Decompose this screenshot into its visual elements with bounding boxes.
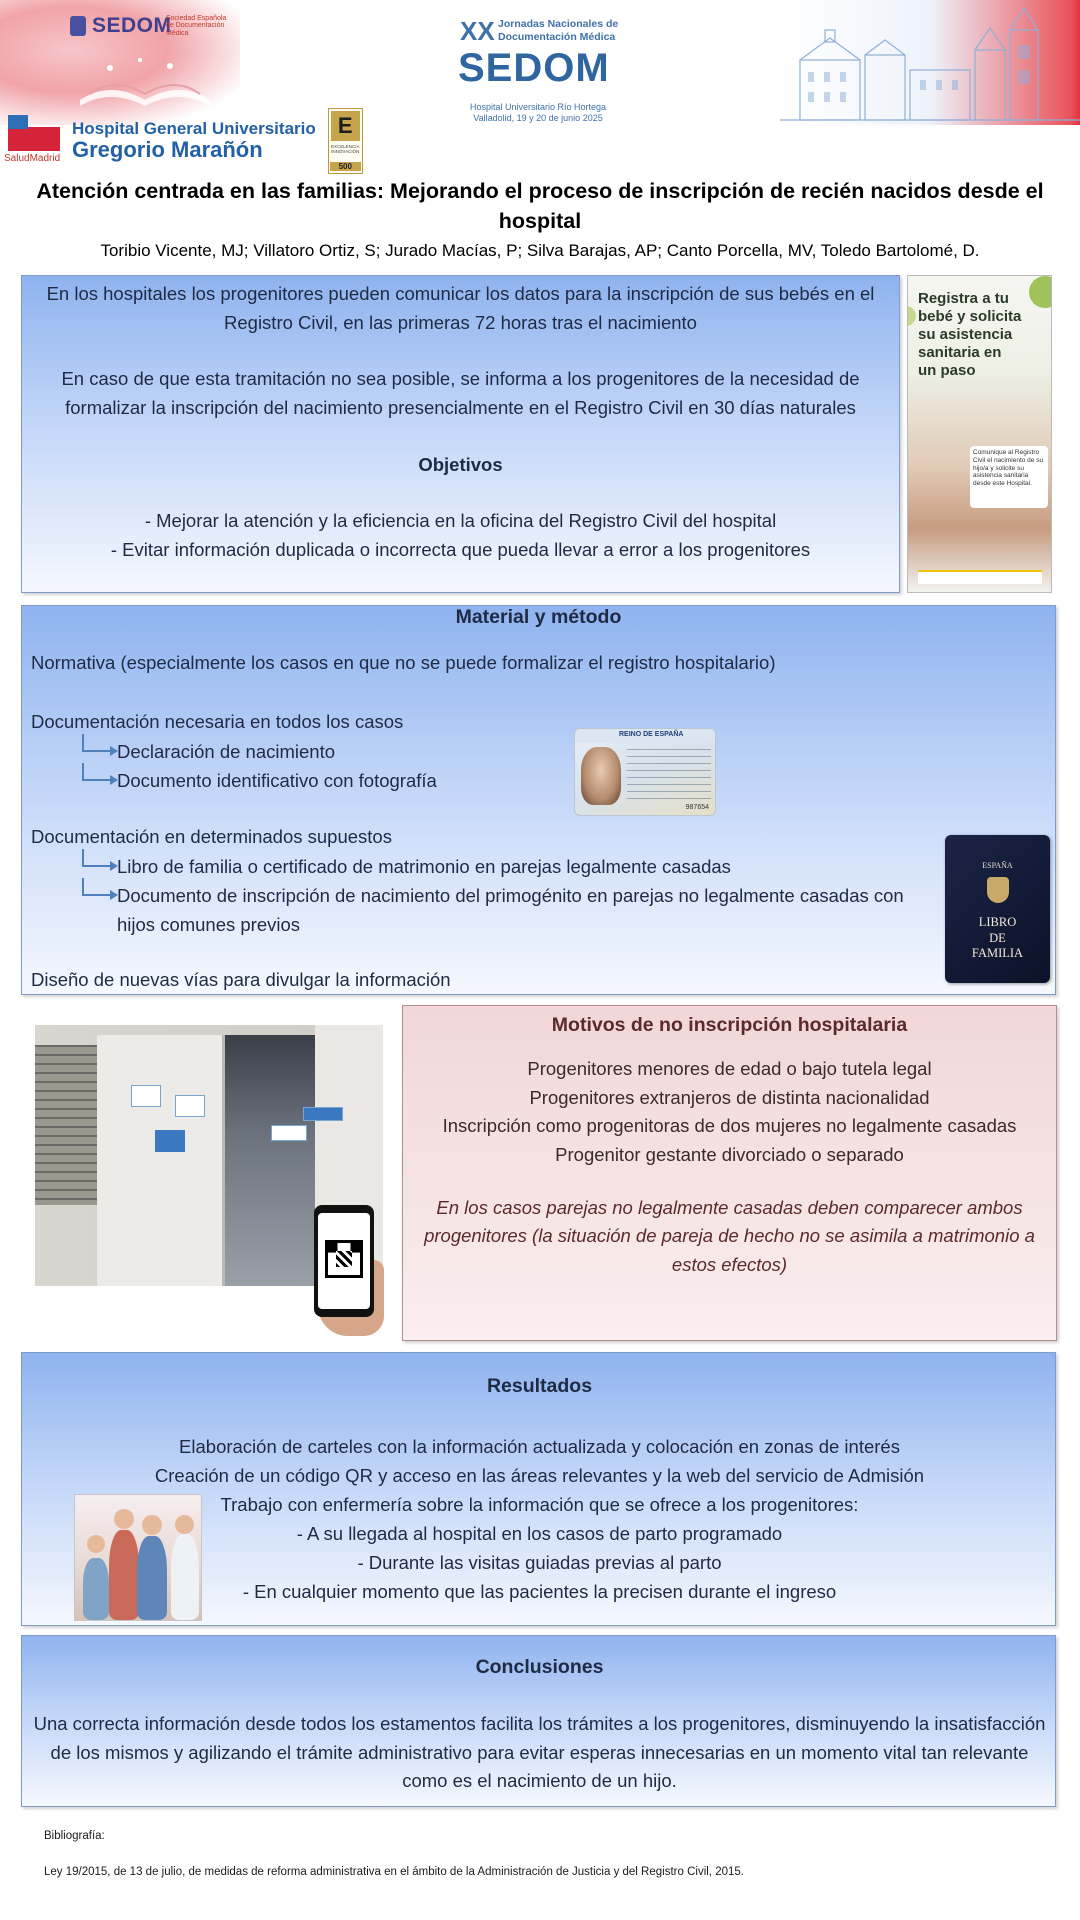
motivos-heading: Motivos de no inscripción hospitalaria	[551, 1014, 908, 1036]
resultado-line-5: - Durante las visitas guiadas previas al parto	[357, 1552, 722, 1573]
jornadas-hospital: Hospital Universitario Río Hortega	[469, 102, 607, 112]
arrow-elbow-icon	[82, 849, 112, 867]
diseno-text: Diseño de nuevas vías para divulgar la información	[31, 969, 451, 990]
doc-determinados-text: Documentación en determinados supuestos	[31, 826, 392, 847]
motivos-note: En los casos parejas no legalmente casadas deben comparecer ambos progenitores (la situación de pareja de hecho no se asimila a matrimonio a estos efectos)	[424, 1196, 1035, 1276]
header-banner	[0, 0, 1080, 125]
qr-code-icon	[325, 1240, 363, 1278]
jornadas-logo	[458, 16, 638, 124]
registration-poster-footer	[918, 570, 1042, 584]
conclusiones-box	[21, 1635, 1056, 1807]
libro-title: LIBRO DE FAMILIA	[971, 915, 1024, 961]
material-metodo-heading: Material y método	[455, 606, 622, 628]
family-nurse-illustration	[74, 1494, 202, 1621]
poster-authors: Toribio Vicente, MJ; Villatoro Ortiz, S; Jurado Macías, P; Silva Barajas, AP; Canto Porcella, MV, Toledo Bartolomé, D.	[100, 241, 980, 260]
coat-of-arms-icon	[987, 877, 1009, 903]
sedom-subtitle: Sociedad Española de Documentación Médica	[166, 14, 227, 37]
hospital-name-line1: Hospital General Universitario	[72, 118, 316, 138]
conclusiones-text: Una correcta información desde todos los estamentos facilita los trámites a los progenitores, disminuyendo la insatisfacción de los mismos y agilizando el trámite administrativo para evitar esperas innecesarias en un momento vital tan relevante como es el nacimiento de un hijo.	[33, 1713, 1046, 1792]
salud-madrid-logo	[4, 113, 66, 169]
doc-determinados-item-1: Libro de familia o certificado de matrimonio en parejas legalmente casadas	[117, 856, 731, 877]
jornadas-title: Jornadas Nacionales de Documentación Médica	[498, 18, 619, 43]
sedom-name: SEDOM	[92, 14, 172, 37]
dni-number: 987654	[685, 804, 709, 811]
resultado-line-1: Elaboración de carteles con la información actualizada y colocación en zonas de interés	[179, 1436, 900, 1457]
objetivo-1: - Mejorar la atención y la eficiencia en la oficina del Registro Civil del hospital	[144, 510, 777, 532]
hospital-name-line2: Gregorio Marañón	[72, 137, 263, 163]
open-book-icon	[70, 50, 220, 110]
dni-header: REINO DE ESPAÑA	[619, 731, 684, 738]
doc-determinados-item-2: Documento de inscripción de nacimiento del primogénito en parejas no legalmente casadas con hijos comunes previos	[117, 885, 904, 935]
normativa-text: Normativa (especialmente los casos en que no se puede formalizar el registro hospitalario)	[31, 652, 776, 673]
motivo-item: Inscripción como progenitoras de dos mujeres no legalmente casadas	[442, 1115, 1017, 1137]
resultado-line-6: - En cualquier momento que las pacientes la precisen durante el ingreso	[242, 1581, 837, 1602]
poster-title: Atención centrada en las familias: Mejorando el proceso de inscripción de recién nacidos desde el hospital	[36, 179, 1044, 234]
qr-phone-image	[308, 1205, 386, 1333]
madrid-flag-icon	[8, 127, 60, 151]
excellence-number: 500	[330, 162, 361, 171]
objetivos-heading: Objetivos	[418, 453, 503, 475]
salud-madrid-label: SaludMadrid	[4, 153, 61, 164]
doc-necesaria-item-2: Documento identificativo con fotografía	[117, 770, 437, 791]
excellence-badge	[328, 108, 363, 174]
hospital-name	[72, 120, 316, 162]
resultado-line-2: Creación de un código QR y acceso en las áreas relevantes y la web del servicio de Admisión	[154, 1465, 925, 1486]
motivos-box	[402, 1005, 1057, 1341]
jornadas-dates: Valladolid, 19 y 20 de junio 2025	[473, 113, 603, 124]
excellence-text: EXCELENCIA INNOVACIÓN	[330, 144, 360, 154]
jornadas-sedom: SEDOM	[458, 46, 610, 90]
jornadas-edition: XX	[460, 16, 495, 46]
doc-necesaria-item-1: Declaración de nacimiento	[117, 741, 336, 762]
bibliografia-label: Bibliografía:	[44, 1830, 105, 1842]
arrow-elbow-icon	[82, 734, 112, 752]
excellence-letter: E	[331, 111, 360, 141]
registration-poster-image	[907, 275, 1052, 593]
intro-box	[21, 275, 900, 593]
sedom-logo	[70, 14, 227, 38]
dni-card-image	[574, 728, 716, 816]
sedom-mark-icon	[70, 16, 86, 36]
resultados-box	[21, 1352, 1056, 1626]
motivo-item: Progenitor gestante divorciado o separado	[555, 1144, 904, 1166]
valladolid-skyline-icon	[780, 0, 1080, 125]
doc-necesaria-text: Documentación necesaria en todos los casos	[31, 711, 404, 732]
objetivo-2: - Evitar información duplicada o incorrecta que pueda llevar a error a los progenitores	[110, 539, 811, 561]
hospital-logo-row	[4, 108, 363, 174]
libro-familia-image	[945, 835, 1050, 983]
motivo-item: Progenitores extranjeros de distinta nacionalidad	[529, 1086, 930, 1108]
intro-paragraph-1: En los hospitales los progenitores pueden comunicar los datos para la inscripción de sus bebés en el Registro Civil, en las primeras 72 horas tras el nacimiento	[46, 283, 875, 333]
bibliografia-ref: Ley 19/2015, de 13 de julio, de medidas de reforma administrativa en el ámbito de la Administración de Justicia y del Registro Civil, 2015.	[44, 1866, 744, 1878]
resultado-line-4: - A su llegada al hospital en los casos de parto programado	[296, 1523, 783, 1544]
conclusiones-heading: Conclusiones	[475, 1656, 604, 1678]
arrow-elbow-icon	[82, 763, 112, 781]
libro-country: ESPAÑA	[982, 861, 1013, 870]
registration-poster-title: Registra a tu bebé y solicita su asistencia sanitaria en un paso	[918, 290, 1022, 379]
intro-paragraph-2: En caso de que esta tramitación no sea posible, se informa a los progenitores de la necesidad de formalizar la inscripción del nacimiento presencialmente en el Registro Civil en 30 días naturales	[61, 368, 860, 419]
jornadas-venue	[458, 102, 618, 125]
dni-photo	[581, 747, 621, 805]
arrow-elbow-icon	[82, 878, 112, 896]
registration-poster-card: Comunique al Registro Civil el nacimiento de su hijo/a y solicite su asistencia sanitaria desde este Hospital.	[970, 446, 1048, 508]
resultados-heading: Resultados	[486, 1375, 593, 1397]
motivo-item: Progenitores menores de edad o bajo tutela legal	[527, 1058, 932, 1079]
resultado-line-3: Trabajo con enfermería sobre la información que se ofrece a los progenitores:	[220, 1494, 859, 1515]
